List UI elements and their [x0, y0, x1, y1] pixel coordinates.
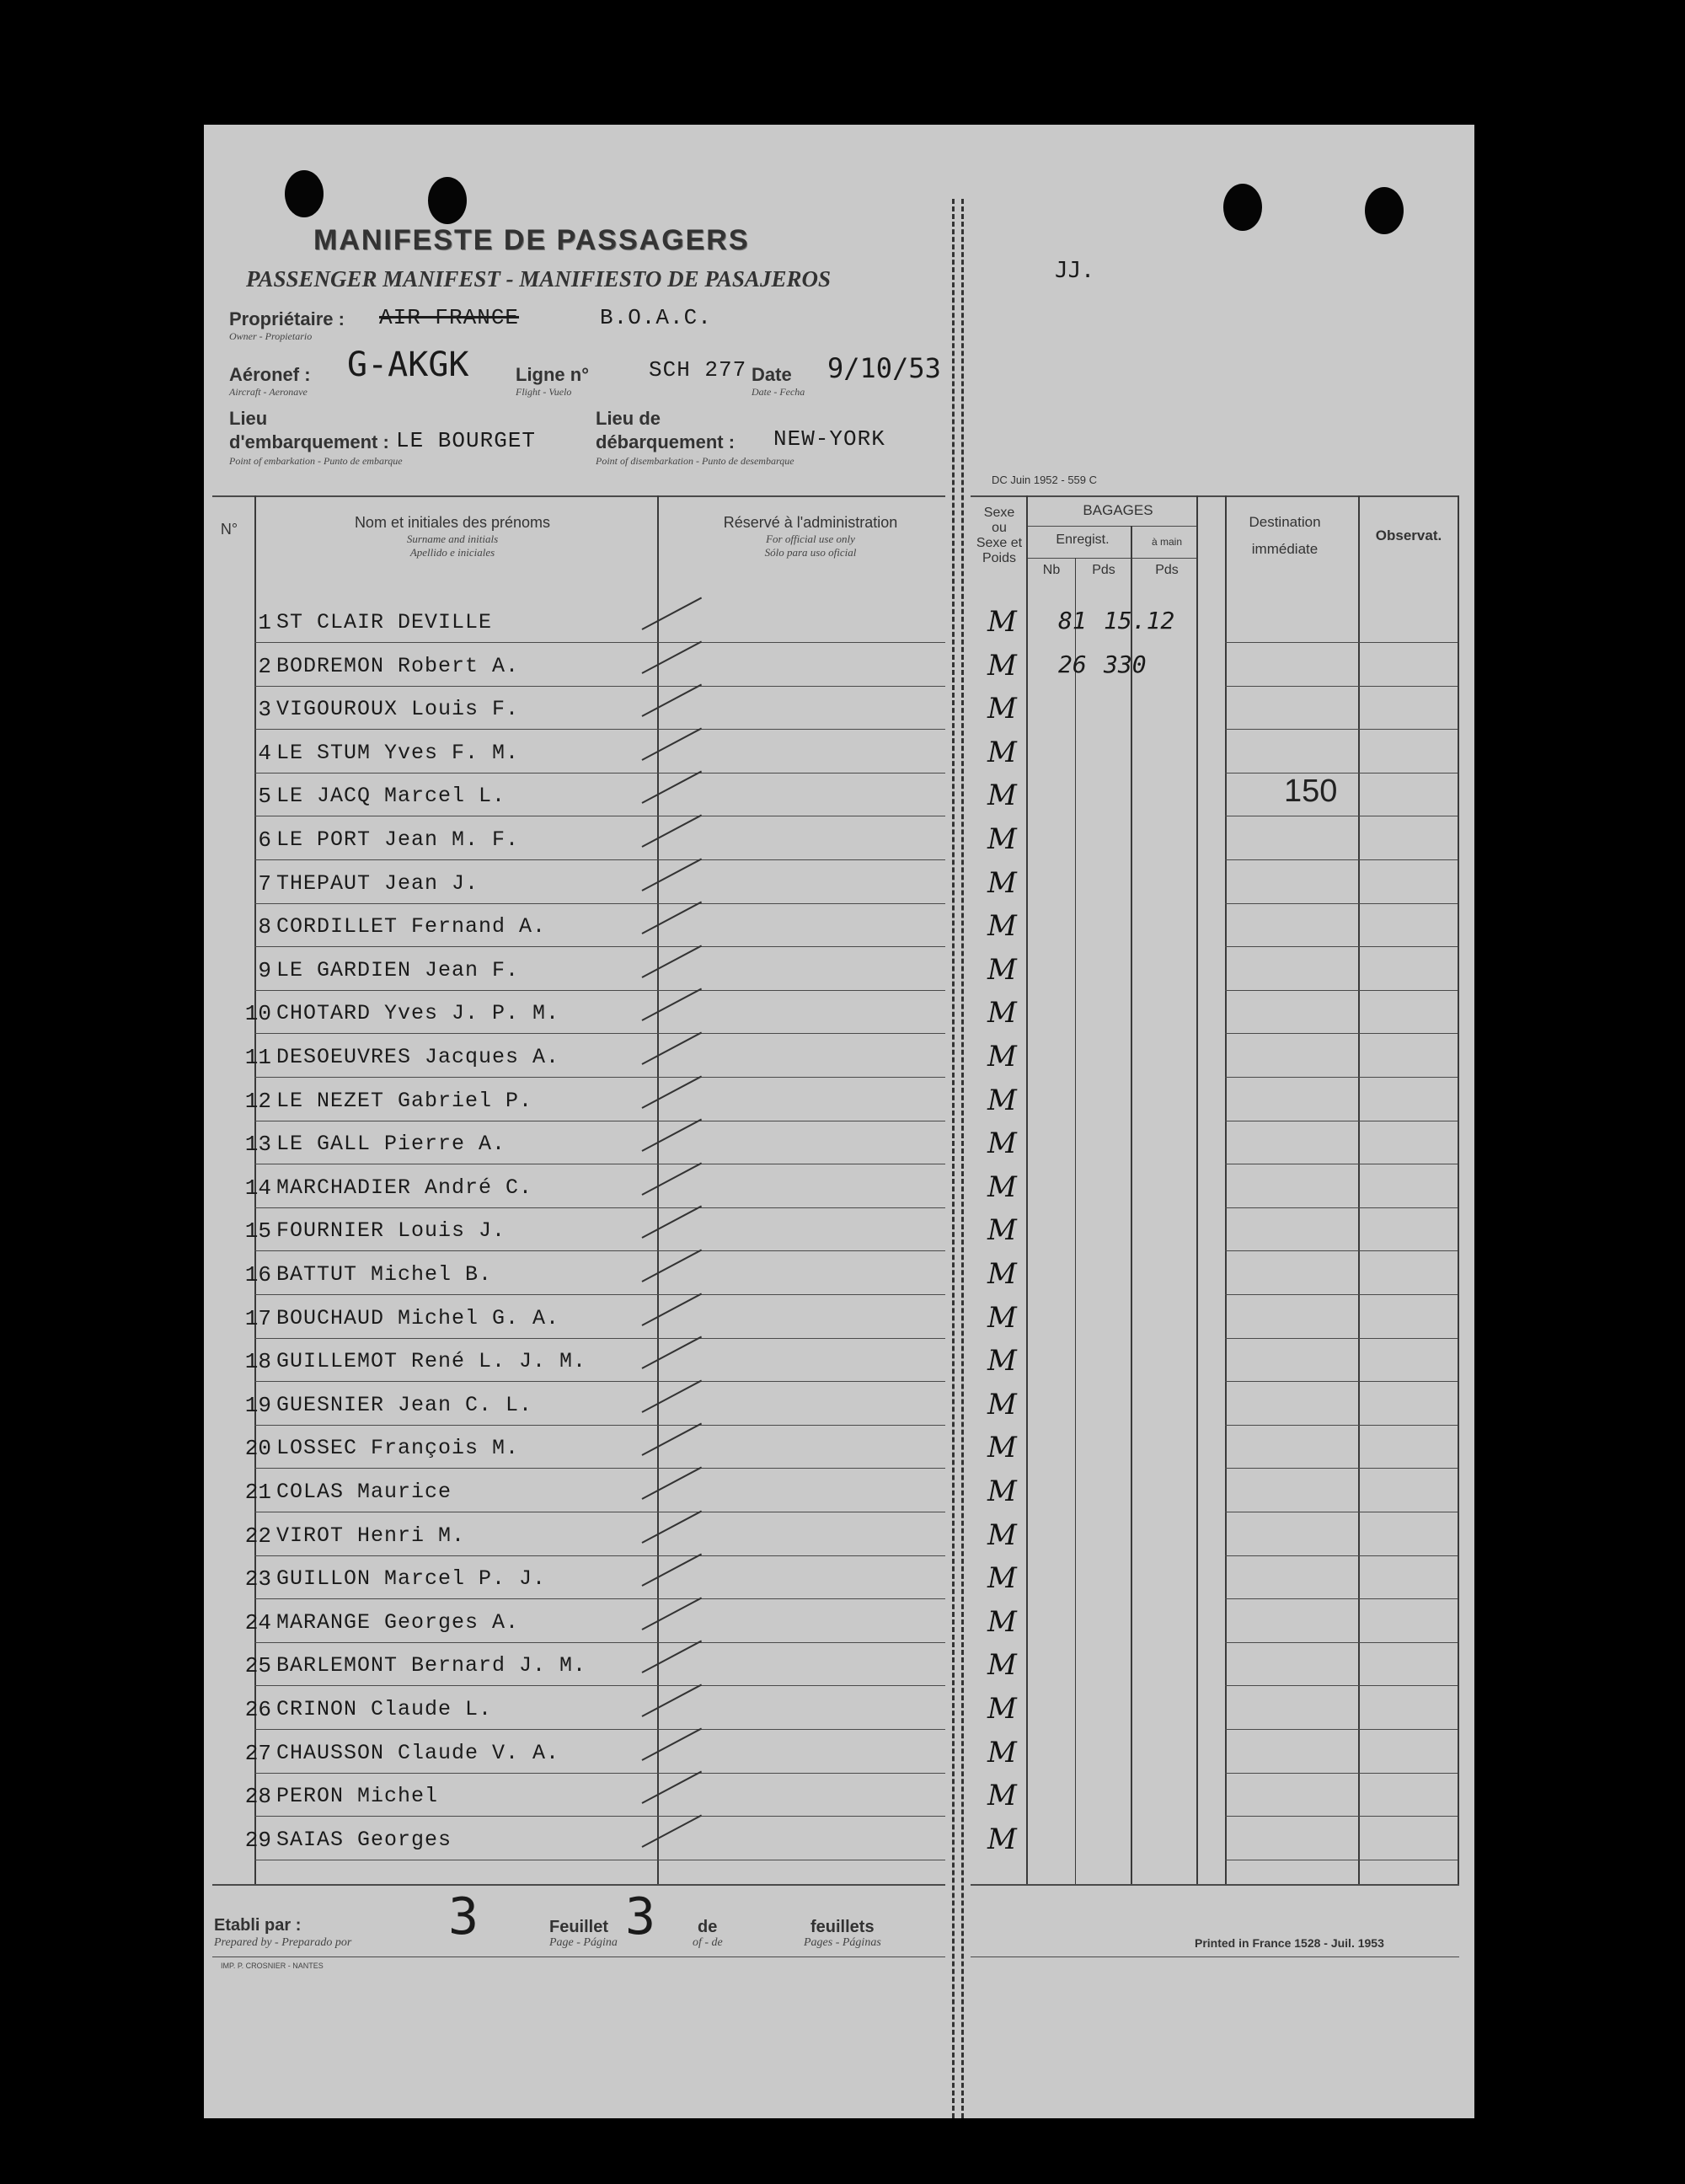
punch-hole: [285, 170, 324, 217]
table-row: [204, 649, 1474, 691]
table-row: [204, 1431, 1474, 1473]
row-rule: [254, 1250, 945, 1251]
passenger-sex: M: [987, 866, 1017, 900]
row-rule: [254, 1642, 945, 1643]
owner-value: B.O.A.C.: [600, 305, 712, 330]
row-number: 11: [244, 1045, 271, 1070]
table-row: [204, 822, 1474, 864]
punch-hole: [1223, 184, 1262, 231]
table-row: [204, 1648, 1474, 1690]
row-rule: [254, 1468, 945, 1469]
row-rule: [254, 1338, 945, 1339]
embark-label-2: d'embarquement :: [229, 431, 389, 452]
row-rule: [254, 1816, 945, 1817]
col-header-admin-sub1: For official use only: [766, 533, 855, 545]
col-header-name: Nom et initiales des prénoms: [354, 514, 551, 531]
printed-note: Printed in France 1528 - Juil. 1953: [1195, 1936, 1384, 1950]
passenger-sex: M: [987, 1779, 1017, 1812]
row-rule: [254, 946, 945, 947]
passenger-sex: M: [987, 1561, 1017, 1595]
passenger-sex: M: [987, 1213, 1017, 1247]
row-number: 18: [244, 1349, 271, 1374]
row-number: 16: [244, 1262, 271, 1287]
row-number: 21: [244, 1480, 271, 1505]
row-number: 28: [244, 1784, 271, 1809]
passenger-sex: M: [987, 605, 1017, 639]
row-rule: [254, 859, 945, 860]
row-rule: [1225, 1077, 1458, 1078]
row-number: 6: [258, 827, 271, 853]
initials: JJ.: [1055, 258, 1094, 283]
row-number: 7: [258, 871, 271, 897]
owner-struck: AIR FRANCE: [379, 305, 520, 330]
form-reference: DC Juin 1952 - 559 C: [992, 474, 1098, 486]
row-number: 2: [258, 654, 271, 679]
table-row: [204, 1170, 1474, 1212]
col-header-sex-1: Sexe: [983, 506, 1015, 520]
row-rule: [1225, 1816, 1458, 1817]
row-rule: [1225, 1207, 1458, 1208]
row-rule: [1225, 1250, 1458, 1251]
grid-line: [971, 1884, 1459, 1886]
row-rule: [1225, 1685, 1458, 1686]
row-rule: [1225, 1425, 1458, 1426]
row-rule: [1225, 1555, 1458, 1556]
row-rule: [1225, 1642, 1458, 1643]
passenger-sex: M: [987, 1170, 1017, 1204]
passenger-sex: M: [987, 1736, 1017, 1769]
row-number: 9: [258, 958, 271, 983]
row-rule: [254, 1077, 945, 1078]
col-header-bagages: BAGAGES: [1083, 502, 1153, 518]
row-rule: [1225, 1773, 1458, 1774]
row-number: 3: [258, 697, 271, 722]
row-rule: [254, 1207, 945, 1208]
row-rule: [254, 1294, 945, 1295]
row-number: 27: [244, 1741, 271, 1766]
passenger-name: MARCHADIER André C.: [276, 1175, 533, 1200]
embark-value: LE BOURGET: [396, 428, 537, 453]
note-150: 150: [1284, 774, 1338, 809]
passenger-sex: M: [987, 1084, 1017, 1117]
table-row: [204, 605, 1474, 647]
passenger-name: COLAS Maurice: [276, 1480, 452, 1504]
col-header-sex-4: Poids: [982, 551, 1017, 565]
passenger-name: DESOEUVRES Jacques A.: [276, 1045, 560, 1069]
passenger-name: FOURNIER Louis J.: [276, 1218, 506, 1243]
disembark-label-2: débarquement :: [596, 431, 736, 452]
passenger-name: VIGOUROUX Louis F.: [276, 697, 520, 721]
col-header-name-sub2: Apellido e iniciales: [409, 546, 495, 559]
passenger-sex: M: [987, 996, 1017, 1030]
row-number: 17: [244, 1306, 271, 1331]
grid-line: [212, 1956, 945, 1957]
col-header-sex-3: Sexe et: [976, 536, 1023, 550]
row-rule: [1225, 686, 1458, 687]
row-rule: [1225, 1294, 1458, 1295]
row-rule: [254, 1555, 945, 1556]
of-sublabel: of - de: [693, 1936, 723, 1949]
baggage-count: 26: [1058, 650, 1087, 678]
passenger-sex: M: [987, 1692, 1017, 1726]
row-rule: [1225, 773, 1458, 774]
row-rule: [254, 903, 945, 904]
passenger-name: BOUCHAUD Michel G. A.: [276, 1306, 560, 1330]
row-number: 5: [258, 784, 271, 809]
passenger-sex: M: [987, 1257, 1017, 1291]
punch-hole: [1365, 187, 1404, 234]
disembark-label-1: Lieu de: [596, 408, 661, 429]
passenger-name: THEPAUT Jean J.: [276, 871, 479, 896]
passenger-sex: M: [987, 1648, 1017, 1682]
col-header-destination-2: immédiate: [1251, 541, 1319, 557]
row-rule: [254, 773, 945, 774]
passenger-name: CHOTARD Yves J. P. M.: [276, 1001, 560, 1025]
embark-sublabel: Point of embarkation - Punto de embarque: [229, 455, 403, 467]
row-number: 22: [244, 1523, 271, 1549]
prepared-label: Etabli par :: [214, 1916, 302, 1935]
passenger-sex: M: [987, 1301, 1017, 1335]
table-row: [204, 1518, 1474, 1560]
passenger-name: LE GALL Pierre A.: [276, 1132, 506, 1156]
sheets-label: feuillets: [810, 1918, 875, 1936]
form-subtitle: PASSENGER MANIFEST - MANIFIESTO DE PASAJEROS: [246, 266, 831, 292]
passenger-name: GUILLON Marcel P. J.: [276, 1566, 547, 1591]
passenger-name: LE PORT Jean M. F.: [276, 827, 520, 852]
passenger-sex: M: [987, 1040, 1017, 1073]
row-rule: [254, 642, 945, 643]
passenger-sex: M: [987, 1127, 1017, 1160]
flight-sublabel: Flight - Vuelo: [516, 386, 572, 398]
table-row: [204, 1301, 1474, 1343]
row-number: 20: [244, 1436, 271, 1461]
col-header-pds-hand: Pds: [1155, 563, 1179, 577]
table-row: [204, 909, 1474, 951]
row-number: 4: [258, 741, 271, 766]
sheets-sublabel: Pages - Páginas: [804, 1936, 881, 1949]
col-header-observations: Observat.: [1375, 527, 1442, 543]
row-rule: [254, 990, 945, 991]
row-rule: [1225, 1338, 1458, 1339]
row-rule: [254, 1425, 945, 1426]
passenger-name: ST CLAIR DEVILLE: [276, 610, 493, 634]
aircraft-sublabel: Aircraft - Aeronave: [229, 386, 308, 398]
row-number: 14: [244, 1175, 271, 1201]
row-rule: [1225, 1598, 1458, 1599]
baggage-weight: 330: [1104, 650, 1147, 678]
row-number: 10: [244, 1001, 271, 1026]
row-number: 19: [244, 1393, 271, 1418]
table-row: [204, 953, 1474, 995]
date-sublabel: Date - Fecha: [752, 386, 805, 398]
passenger-name: GUESNIER Jean C. L.: [276, 1393, 533, 1417]
row-rule: [254, 1685, 945, 1686]
grid-line: [1028, 526, 1196, 527]
passenger-sex: M: [987, 736, 1017, 769]
passenger-name: VIROT Henri M.: [276, 1523, 466, 1548]
punch-hole: [428, 177, 467, 224]
date-label: Date: [752, 364, 792, 385]
page-label: Feuillet: [549, 1918, 609, 1936]
row-number: 24: [244, 1610, 271, 1635]
flight-value: SCH 277: [649, 357, 747, 383]
manifest-sheet: [204, 125, 1474, 2118]
col-header-admin: Réservé à l'administration: [723, 514, 898, 531]
passenger-name: LE NEZET Gabriel P.: [276, 1089, 533, 1113]
row-rule: [1225, 990, 1458, 991]
table-row: [204, 1475, 1474, 1517]
passenger-sex: M: [987, 953, 1017, 987]
table-row: [204, 866, 1474, 908]
row-rule: [254, 1598, 945, 1599]
grid-line: [212, 1884, 945, 1886]
table-row: [204, 692, 1474, 734]
table-row: [204, 1084, 1474, 1126]
passenger-name: LOSSEC François M.: [276, 1436, 520, 1460]
printer-imprint: IMP. P. CROSNIER - NANTES: [221, 1962, 324, 1970]
grid-line: [971, 495, 1459, 497]
passenger-sex: M: [987, 1518, 1017, 1552]
passenger-sex: M: [987, 779, 1017, 812]
col-header-enregist: Enregist.: [1056, 533, 1110, 547]
row-number: 13: [244, 1132, 271, 1157]
table-row: [204, 1127, 1474, 1169]
col-header-nb: Nb: [1042, 563, 1061, 577]
table-row: [204, 1779, 1474, 1821]
page-sublabel: Page - Página: [549, 1936, 618, 1949]
col-header-name-sub1: Surname and initials: [406, 533, 499, 545]
owner-label: Propriétaire :: [229, 308, 345, 329]
table-row: [204, 1736, 1474, 1778]
passenger-name: SAIAS Georges: [276, 1828, 452, 1852]
flight-label: Ligne n°: [516, 364, 590, 385]
table-row: [204, 1040, 1474, 1082]
row-rule: [254, 686, 945, 687]
passenger-sex: M: [987, 1605, 1017, 1639]
disembark-value: NEW-YORK: [773, 426, 885, 452]
table-row: [204, 1605, 1474, 1647]
row-rule: [1225, 1468, 1458, 1469]
row-rule: [254, 729, 945, 730]
grid-line: [1028, 558, 1196, 559]
grid-line: [212, 495, 945, 497]
passenger-sex: M: [987, 1823, 1017, 1856]
row-number: 25: [244, 1653, 271, 1678]
row-rule: [1225, 859, 1458, 860]
date-value: 9/10/53: [827, 352, 941, 384]
row-number: 23: [244, 1566, 271, 1592]
passenger-name: BATTUT Michel B.: [276, 1262, 493, 1287]
row-rule: [1225, 1729, 1458, 1730]
table-row: [204, 1561, 1474, 1603]
grid-line: [971, 1956, 1459, 1957]
col-header-destination-1: Destination: [1249, 514, 1321, 530]
passenger-name: CORDILLET Fernand A.: [276, 914, 547, 939]
prepared-value: 3: [448, 1887, 479, 1946]
row-number: 29: [244, 1828, 271, 1853]
table-row: [204, 1257, 1474, 1299]
passenger-name: CHAUSSON Claude V. A.: [276, 1741, 560, 1765]
passenger-sex: M: [987, 909, 1017, 943]
passenger-sex: M: [987, 1344, 1017, 1378]
table-row: [204, 1823, 1474, 1865]
passenger-sex: M: [987, 1475, 1017, 1508]
form-title: MANIFESTE DE PASSAGERS: [313, 224, 750, 256]
row-rule: [254, 1033, 945, 1034]
row-rule: [254, 1729, 945, 1730]
page-value: 3: [625, 1887, 656, 1946]
row-rule: [254, 1381, 945, 1382]
row-number: 12: [244, 1089, 271, 1114]
row-rule: [1225, 903, 1458, 904]
table-row: [204, 1213, 1474, 1255]
owner-sublabel: Owner - Propietario: [229, 330, 313, 342]
passenger-name: BARLEMONT Bernard J. M.: [276, 1653, 587, 1678]
passenger-sex: M: [987, 822, 1017, 856]
table-row: [204, 736, 1474, 778]
row-rule: [1225, 1033, 1458, 1034]
passenger-name: LE STUM Yves F. M.: [276, 741, 520, 765]
row-number: 15: [244, 1218, 271, 1244]
row-rule: [1225, 946, 1458, 947]
aircraft-value: G-AKGK: [347, 345, 469, 384]
admin-check-mark: [642, 597, 703, 630]
passenger-name: GUILLEMOT René L. J. M.: [276, 1349, 587, 1373]
disembark-sublabel: Point of disembarkation - Punto de desembarque: [596, 455, 794, 467]
table-row: [204, 996, 1474, 1038]
row-number: 1: [258, 610, 271, 635]
row-number: 26: [244, 1697, 271, 1722]
passenger-sex: M: [987, 1431, 1017, 1464]
table-row: [204, 1344, 1474, 1386]
row-number: 8: [258, 914, 271, 939]
row-rule: [254, 1773, 945, 1774]
row-rule: [1225, 642, 1458, 643]
passenger-name: PERON Michel: [276, 1784, 439, 1808]
passenger-name: LE GARDIEN Jean F.: [276, 958, 520, 982]
table-row: [204, 1388, 1474, 1430]
prepared-sublabel: Prepared by - Preparado por: [214, 1936, 352, 1949]
aircraft-label: Aéronef :: [229, 364, 311, 385]
row-rule: [1225, 1381, 1458, 1382]
col-header-pds: Pds: [1092, 563, 1115, 577]
baggage-weight: 15.12: [1104, 607, 1175, 634]
embark-label-1: Lieu: [229, 408, 268, 429]
row-rule: [1225, 729, 1458, 730]
table-row: [204, 1692, 1474, 1734]
passenger-sex: M: [987, 649, 1017, 682]
col-header-sex-2: ou: [992, 521, 1007, 535]
col-header-number: N°: [220, 521, 238, 538]
passenger-name: LE JACQ Marcel L.: [276, 784, 506, 808]
passenger-name: MARANGE Georges A.: [276, 1610, 520, 1635]
passenger-name: CRINON Claude L.: [276, 1697, 493, 1721]
col-header-a-main: à main: [1151, 536, 1183, 548]
of-label: de: [698, 1918, 718, 1936]
passenger-sex: M: [987, 1388, 1017, 1421]
col-header-admin-sub2: Sólo para uso oficial: [764, 546, 857, 559]
passenger-sex: M: [987, 692, 1017, 725]
baggage-count: 81: [1058, 607, 1087, 634]
passenger-name: BODREMON Robert A.: [276, 654, 520, 678]
